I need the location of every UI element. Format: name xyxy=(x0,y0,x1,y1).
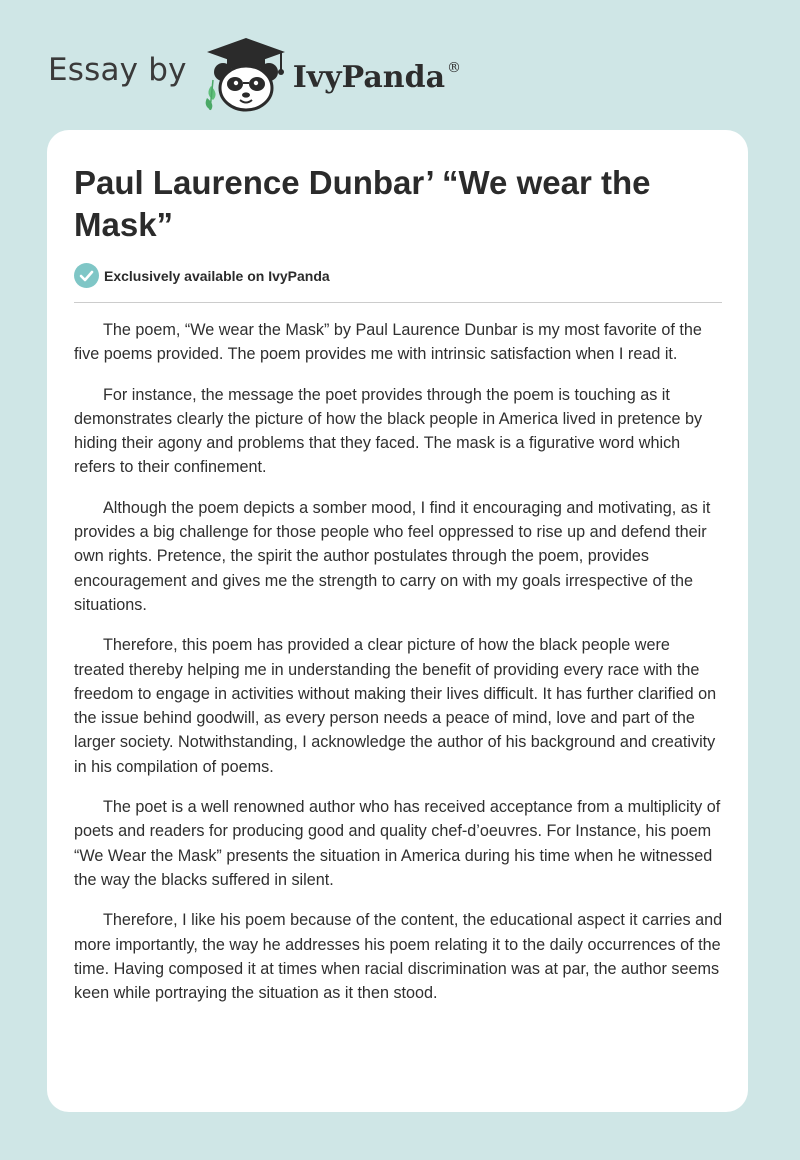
exclusive-badge xyxy=(74,263,330,288)
panda-graduate-icon[interactable] xyxy=(201,36,291,112)
paragraph: For instance, the message the poet provides through the poem is touching as it demonstrates clearly the picture of how the black people in America lived in pretence by hiding their agony and problems that they faced. The mask is a figurative word which refers to their confinement. xyxy=(74,385,703,477)
essay-by-label: Essay by xyxy=(48,52,187,88)
site-header xyxy=(48,34,461,114)
paragraph: The poet is a well renowned author who has received acceptance from a multiplicity of poets and readers for producing good and quality chef-d’oeuvres. For Instance, his poem “We Wear the Mask” presents the situation in America during his time when he witnessed the way the blacks suffered in silent. xyxy=(74,798,721,889)
check-circle-icon xyxy=(74,263,99,288)
exclusive-label: Exclusively available on IvyPanda xyxy=(104,267,330,284)
paragraph: Therefore, I like his poem because of the content, the educational aspect it carries and more importantly, the way he addresses his poem relating it to the daily occurrences of the time. Having composed it at times when racial discrimination was at par, the author seems keen while portraying the situation as it then stood. xyxy=(74,911,723,1003)
brand-name[interactable] xyxy=(293,60,461,95)
paragraph: The poem, “We wear the Mask” by Paul Laurence Dunbar is my most favorite of the five poems provided. The poem provides me with intrinsic satisfaction when I read it. xyxy=(74,321,702,364)
essay-body xyxy=(74,318,724,1021)
brand-text: IvyPanda xyxy=(292,59,446,95)
essay-card xyxy=(47,130,748,1112)
page-title: Paul Laurence Dunbar’ “We wear the Mask” xyxy=(74,164,651,243)
registered-mark: ® xyxy=(447,59,462,76)
divider xyxy=(74,302,722,303)
paragraph: Therefore, this poem has provided a clear picture of how the black people were treated thereby helping me in understanding the benefit of providing every race with the freedom to engage in activities without making their lives difficult. It has further clarified on the issue behind goodwill, as every person needs a peace of mind, love and part of the larger society. Notwithstanding, I acknowledge the author of his background and creativity in his compilation of poems. xyxy=(74,636,717,776)
paragraph: Although the poem depicts a somber mood, I find it encouraging and motivating, as it provides a big challenge for those people who feel oppressed to rise up and defend their own rights. Pretence, the spirit the author postulates through the poem, provides encouragement and gives me the strength to carry on with my goals irrespective of the situations. xyxy=(74,498,711,614)
